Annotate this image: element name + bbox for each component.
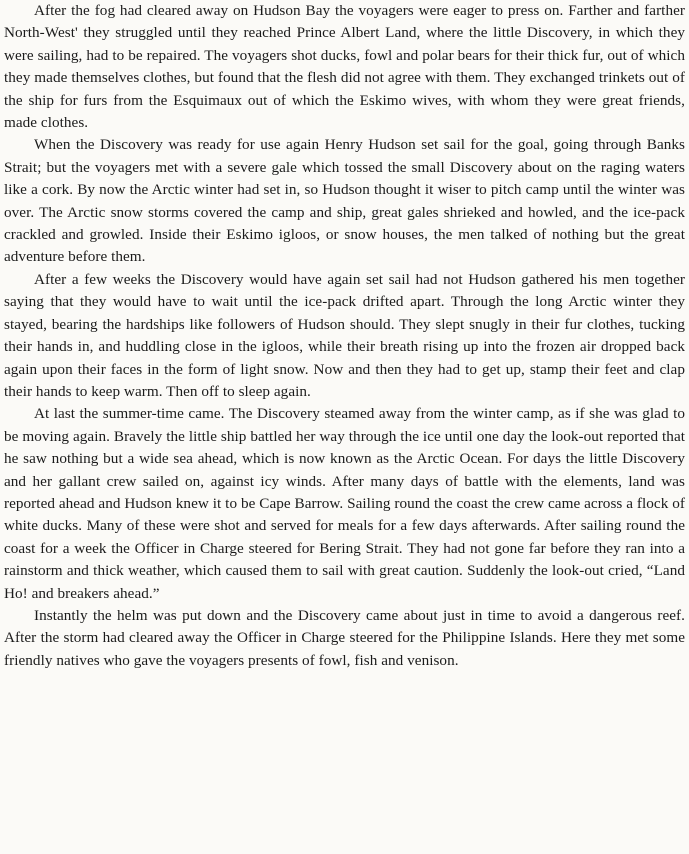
paragraph-3: After a few weeks the Discovery would have again set sail had not Hudson gathered his men together saying that they would have to wait until the ice-pack drifted apart. Through the long Arctic winter they stayed, bearing the hardships like followers of Hudson should. They slept snugly in their fur clothes, tucking their hands in, and huddling close in the igloos, while their breath rising up into the frozen air dropped back again upon their faces in the form of light snow. Now and then they had to get up, stamp their feet and clap their hands to keep warm. Then off to sleep again. [4,270,685,400]
paragraph-2: When the Discovery was ready for use again Henry Hudson set sail for the goal, going through Banks Strait; but the voyagers met with a severe gale which tossed the small Discovery about on the raging waters like a cork. By now the Arctic winter had set in, so Hudson thought it wiser to pitch camp until the winter was over. The Arctic snow storms covered the camp and ship, great gales shrieked and howled, and the ice-pack crackled and growled. Inside their Eskimo igloos, or snow houses, the men talked of nothing but the great adventure before them. [4,136,685,266]
paragraph-4: At last the summer-time came. The Discovery steamed away from the winter camp, as if she was glad to be moving again. Bravely the little ship battled her way through the ice until one day the look-out reported that he saw nothing but a wide sea ahead, which is now known as the Arctic Ocean. For days the little Discovery and her gallant crew sailed on, against icy winds. After many days of battle with the elements, land was reported ahead and Hudson knew it to be Cape Barrow. Sailing round the coast the crew came across a flock of white ducks. Many of these were shot and served for meals for a few days afterwards. After sailing round the coast for a week the Officer in Charge steered for Bering Strait. They had not gone far before they ran into a rainstorm and thick weather, which caused them to sail with great caution. Suddenly the look-out cried, “Land Ho! and breakers ahead.” [4,405,685,602]
paragraph-5: Instantly the helm was put down and the Discovery came about just in time to avoid a dangerous reef. After the storm had cleared away the Officer in Charge steered for the Philippine Islands. Here they met some friendly natives who gave the voyagers presents of fowl, fish and venison. [4,606,685,669]
paragraph-1: After the fog had cleared away on Hudson Bay the voyagers were eager to press on. Farther and farther North-West' they struggled until they reached Prince Albert Land, where the little Discovery, in which they were sailing, had to be repaired. The voyagers shot ducks, fowl and polar bears for their thick fur, out of which they made themselves clothes, but found that the flesh did not agree with them. They exchanged trinkets out of the ship for furs from the Esquimaux out of which the Eskimo wives, with whom they were great friends, made clothes. [4,2,685,132]
